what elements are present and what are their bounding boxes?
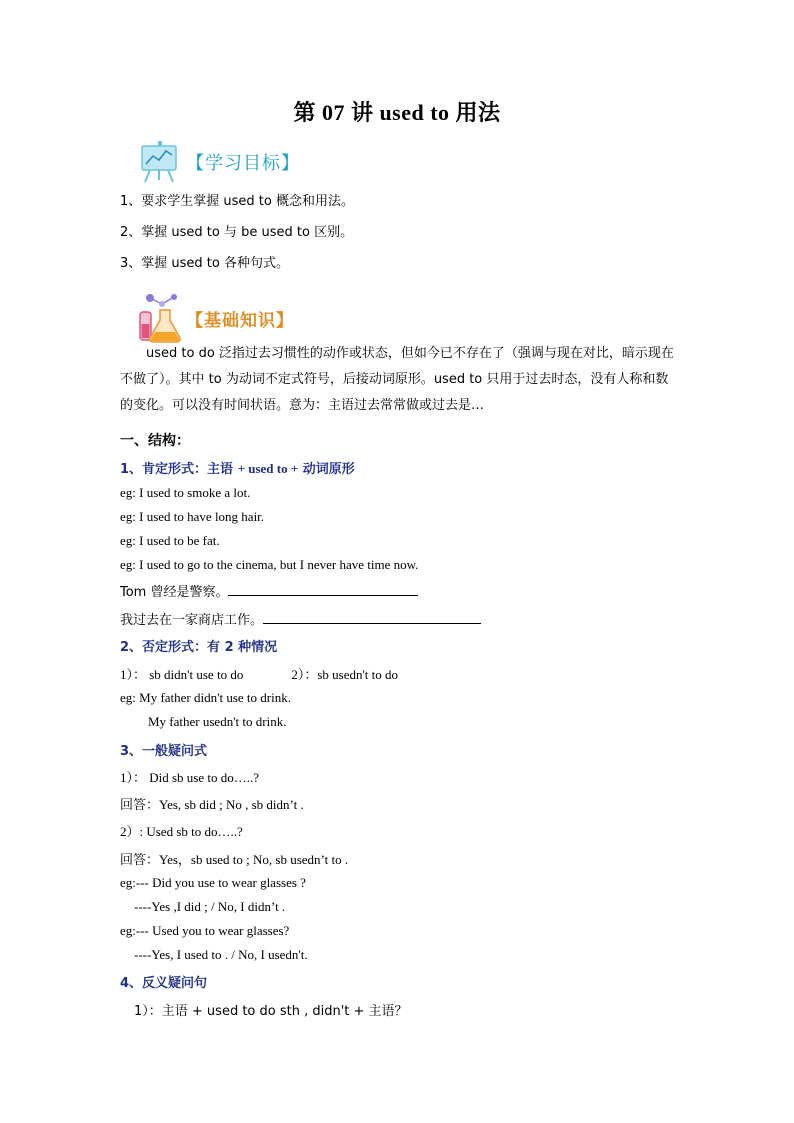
answer-blank[interactable] bbox=[263, 609, 481, 624]
tag-question-heading: 4、反义疑问句 bbox=[120, 976, 208, 991]
question-form: 1）： Did sb use to do…..? bbox=[120, 770, 260, 785]
knowledge-text: used to do 泛指过去习惯性的动作或状态，但如今已不存在了（强调与现在对比，暗示现在不做了）。其中 to 为动词不定式符号，后接动词原形。used to 只用于过去时态，没有人称和数的变化。可以没有时间状语。意为：主语过去常常做或过去是… bbox=[120, 346, 674, 413]
answer-form: 回答：Yes，sb used to ; No, sb usedn’t to . bbox=[120, 852, 349, 867]
answer-form: 回答：Yes, sb did ; No , sb didn’t . bbox=[120, 797, 304, 812]
example-sentence: eg: I used to be fat. bbox=[120, 533, 220, 548]
example-sentence: eg: I used to go to the cinema, but I never have time now. bbox=[120, 557, 419, 572]
translation-exercise: 我过去在一家商店工作。 bbox=[120, 609, 481, 628]
example-sentence: eg:--- Did you use to wear glasses ? bbox=[120, 875, 306, 890]
presentation-board-icon bbox=[136, 138, 184, 186]
chemistry-flask-icon bbox=[136, 292, 184, 344]
question-heading: 3、一般疑问式 bbox=[120, 744, 208, 759]
example-sentence: My father usedn't to drink. bbox=[148, 714, 287, 729]
learning-goals-heading: 【学习目标】 bbox=[186, 153, 300, 174]
negative-forms: 1）： sb didn't use to do 2）：sb usedn't to do bbox=[120, 667, 399, 682]
goal-item: 3、掌握 used to 各种句式。 bbox=[120, 256, 289, 271]
example-sentence: ----Yes ,I did ; / No, I didn’t . bbox=[134, 899, 286, 914]
knowledge-paragraph bbox=[120, 341, 680, 419]
example-sentence: ----Yes, I used to . / No, I usedn't. bbox=[134, 947, 308, 962]
negative-heading: 2、否定形式：有 2 种情况 bbox=[120, 640, 278, 655]
learning-goals-header bbox=[136, 138, 300, 186]
question-form: 2）: Used sb to do…..? bbox=[120, 824, 243, 839]
example-sentence: eg: I used to have long hair. bbox=[120, 509, 265, 524]
page-title: 第 07 讲 used to 用法 bbox=[293, 100, 501, 125]
basic-knowledge-heading: 【基础知识】 bbox=[186, 310, 294, 331]
tag-question-form: 1）：主语 + used to do sth , didn't + 主语？ bbox=[134, 1004, 408, 1019]
answer-blank[interactable] bbox=[228, 581, 418, 596]
example-sentence: eg: I used to smoke a lot. bbox=[120, 485, 251, 500]
affirmative-heading: 1、肯定形式：主语 + used to + 动词原形 bbox=[120, 461, 355, 477]
translation-exercise: Tom 曾经是警察。 bbox=[120, 581, 418, 600]
basic-knowledge-header bbox=[136, 292, 294, 344]
example-sentence: eg:--- Used you to wear glasses? bbox=[120, 923, 290, 938]
structure-heading: 一、结构： bbox=[120, 433, 190, 449]
example-sentence: eg: My father didn't use to drink. bbox=[120, 690, 291, 705]
goal-item: 1、要求学生掌握 used to 概念和用法。 bbox=[120, 194, 354, 209]
goal-item: 2、掌握 used to 与 be used to 区别。 bbox=[120, 225, 354, 240]
